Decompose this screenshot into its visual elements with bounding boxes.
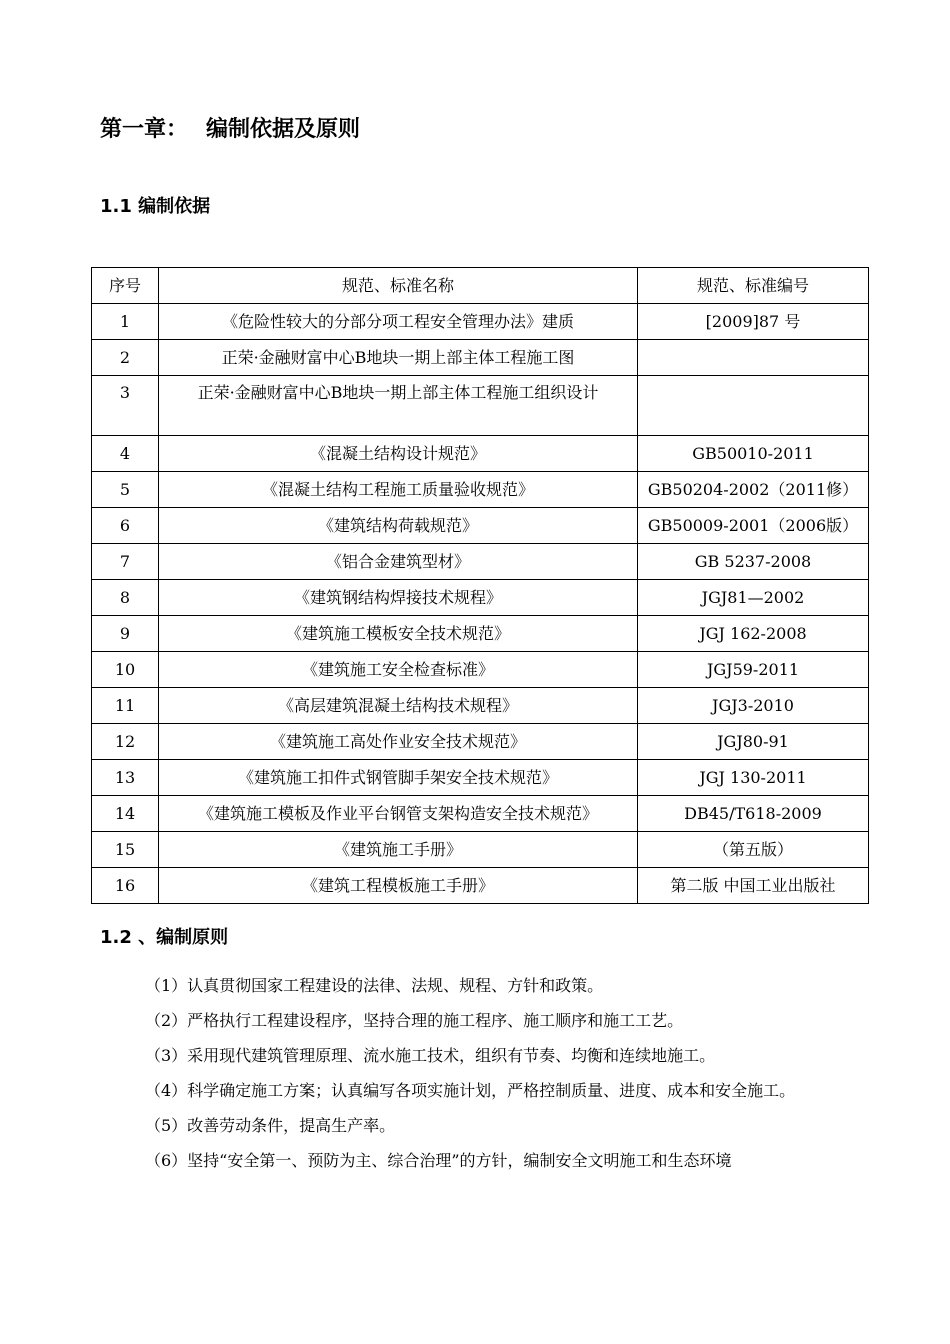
row-index: 1: [92, 304, 159, 340]
row-index: 2: [92, 340, 159, 376]
table-row: [92, 376, 869, 436]
row-name: 《建筑施工模板及作业平台钢管支架构造安全技术规范》: [159, 796, 638, 832]
table-row: [92, 580, 869, 616]
row-code: [2009]87 号: [638, 304, 869, 340]
row-index: 12: [92, 724, 159, 760]
row-name: 《铝合金建筑型材》: [159, 544, 638, 580]
row-code: JGJ81—2002: [638, 580, 869, 616]
row-index: 11: [92, 688, 159, 724]
table-row: [92, 832, 869, 868]
row-name: 《建筑施工模板安全技术规范》: [159, 616, 638, 652]
principle-item: （2）严格执行工程建设程序，坚持合理的施工程序、施工顺序和施工工艺。: [145, 1011, 684, 1030]
row-index: 16: [92, 868, 159, 904]
row-code: （第五版）: [638, 832, 869, 868]
table-row: [92, 868, 869, 904]
row-code: GB50204-2002（2011修）: [638, 472, 869, 508]
row-index: 4: [92, 436, 159, 472]
row-code: GB50009-2001（2006版）: [638, 508, 869, 544]
row-index: 8: [92, 580, 159, 616]
chapter-heading: 编制依据及原则: [206, 117, 361, 142]
row-index: 10: [92, 652, 159, 688]
header-code: 规范、标准编号: [638, 268, 869, 304]
table-row: [92, 472, 869, 508]
header-index: 序号: [92, 268, 159, 304]
table-row: [92, 652, 869, 688]
row-name: 《危险性较大的分部分项工程安全管理办法》建质: [159, 304, 638, 340]
principle-item: （4）科学确定施工方案；认真编写各项实施计划，严格控制质量、进度、成本和安全施工。: [145, 1081, 796, 1100]
principle-item: （5）改善劳动条件，提高生产率。: [145, 1116, 396, 1135]
principles-list: [100, 968, 860, 1178]
table-row: [92, 796, 869, 832]
row-index: 5: [92, 472, 159, 508]
section-title-basis: 1.1 编制依据: [100, 196, 211, 217]
reference-standards-table: [91, 267, 869, 904]
table-header-row: [92, 268, 869, 304]
row-code: GB 5237-2008: [638, 544, 869, 580]
table-row: [92, 436, 869, 472]
row-index: 15: [92, 832, 159, 868]
table-row: [92, 304, 869, 340]
row-index: 9: [92, 616, 159, 652]
row-name: 《建筑工程模板施工手册》: [159, 868, 638, 904]
row-code: GB50010-2011: [638, 436, 869, 472]
row-name: 《混凝土结构工程施工质量验收规范》: [159, 472, 638, 508]
table-row: [92, 760, 869, 796]
row-code: 第二版 中国工业出版社: [638, 868, 869, 904]
row-index: 13: [92, 760, 159, 796]
row-name: 《建筑施工安全检查标准》: [159, 652, 638, 688]
row-name: 《高层建筑混凝土结构技术规程》: [159, 688, 638, 724]
row-name: 《混凝土结构设计规范》: [159, 436, 638, 472]
row-code: DB45/T618-2009: [638, 796, 869, 832]
row-code: [638, 340, 869, 376]
table-row: [92, 724, 869, 760]
table-row: [92, 508, 869, 544]
row-name: 《建筑结构荷载规范》: [159, 508, 638, 544]
row-index: 14: [92, 796, 159, 832]
row-name: 《建筑施工扣件式钢管脚手架安全技术规范》: [159, 760, 638, 796]
row-index: 3: [92, 376, 159, 436]
row-name: 《建筑施工高处作业安全技术规范》: [159, 724, 638, 760]
row-index: 6: [92, 508, 159, 544]
principle-item: （3）采用现代建筑管理原理、流水施工技术，组织有节奏、均衡和连续地施工。: [145, 1046, 716, 1065]
section-title-principles: 1.2 、编制原则: [100, 927, 229, 948]
row-code: JGJ3-2010: [638, 688, 869, 724]
row-code: JGJ 162-2008: [638, 616, 869, 652]
table-row: [92, 616, 869, 652]
principle-item: （1）认真贯彻国家工程建设的法律、法规、规程、方针和政策。: [145, 976, 604, 995]
row-code: JGJ59-2011: [638, 652, 869, 688]
table-row: [92, 688, 869, 724]
chapter-number: 第一章：: [100, 117, 189, 142]
header-name: 规范、标准名称: [159, 268, 638, 304]
principle-item: （6）坚持“安全第一、预防为主、综合治理”的方针，编制安全文明施工和生态环境: [145, 1151, 732, 1170]
row-index: 7: [92, 544, 159, 580]
table-row: [92, 544, 869, 580]
chapter-title: [100, 112, 360, 143]
table-row: [92, 340, 869, 376]
row-code: JGJ80-91: [638, 724, 869, 760]
row-name: 正荣·金融财富中心B地块一期上部主体工程施工图: [159, 340, 638, 376]
row-name: 《建筑施工手册》: [159, 832, 638, 868]
row-name: 《建筑钢结构焊接技术规程》: [159, 580, 638, 616]
row-code: JGJ 130-2011: [638, 760, 869, 796]
row-code: [638, 376, 869, 436]
row-name: 正荣·金融财富中心B地块一期上部主体工程施工组织设计: [159, 376, 638, 436]
